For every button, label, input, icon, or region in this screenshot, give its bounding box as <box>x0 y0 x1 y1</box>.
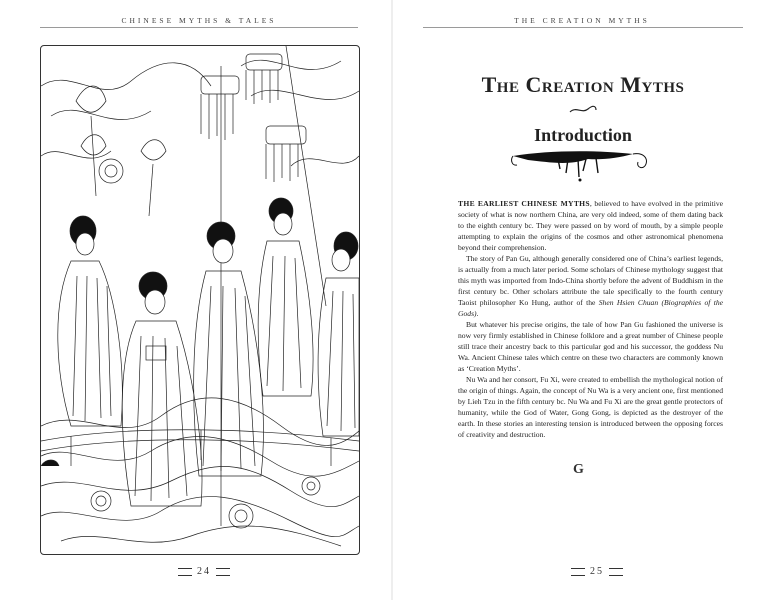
ink-brush-flourish <box>508 148 658 184</box>
folio-ornament-left <box>571 568 585 576</box>
bridge-railing <box>41 430 359 466</box>
cloud-swirls <box>41 60 359 546</box>
paragraph-4: Nu Wa and her consort, Fu Xi, were created to embellish the mythological notion of the origin of things. Again, the concept of Nu Wa is a very ancient one, first mentioned by Lieh Tzu in the fifth century bc. Nu Wa and Fu Xi are the great gentle protectors of humanity, while the God of Water, Gong Gong, is depicted as the destroyer of the earth. In these stories an interesting tension is introduced between the opposing forces of creativity and destruction. <box>458 375 723 439</box>
folio-number-right: 25 <box>590 566 604 577</box>
chapter-title: The Creation Myths <box>481 72 685 97</box>
left-page <box>0 0 391 600</box>
introduction-body <box>458 198 723 440</box>
paragraph-3: But whatever his precise origins, the tale of how Pan Gu fashioned the universe is now very firmly established in Chinese folklore and a great number of Chinese people still trace their ancestry back to this particular god and his successor, the goddess Nu Wa. Ancient Chinese tales which centre on these two characters are commonly known as ‘Creation Myths’. <box>458 320 723 373</box>
book-title-italic: Shen Hsien Chuan (Biographies of the Gods) <box>458 298 723 318</box>
folio-ornament-right <box>609 568 623 576</box>
folio-ornament-left <box>178 568 192 576</box>
paragraph-1-text: , believed to have evolved in the primitive society of what is now northern China, are very old indeed, some of them dating back to the eighth century bc. They were passed on by word of mouth, by a simple people attempting to explain the origins of the cosmos and other astronomical phenomena beyond their comprehension. <box>458 199 723 252</box>
right-page <box>393 0 784 600</box>
section-title: Introduction <box>534 125 632 145</box>
page-number-right <box>571 566 623 577</box>
header-rule-right <box>423 27 743 28</box>
page-number-left <box>178 566 230 577</box>
header-rule-left <box>40 27 358 28</box>
paragraph-2 <box>458 253 723 319</box>
lead-in-text: THE EARLIEST CHINESE MYTHS <box>458 199 590 208</box>
paragraph-2-text-a: The story of Pan Gu, although generally considered one of China’s earliest legends, is actually from a much later period. Some scholars of Chinese mythology suggest that this myth was imported from Indo-China shortly before the advent of Buddhism in the first century bc. Other scholars attribute the tale specifically to the fourth century Taoist philosopher Ko Hung, author of the <box>458 254 723 307</box>
end-of-section-mark: G <box>573 462 584 477</box>
lotus-flowers <box>76 86 166 216</box>
running-head-left: CHINESE MYTHS & TALES <box>121 16 277 25</box>
figures <box>58 198 359 506</box>
folio-ornament-right <box>216 568 230 576</box>
running-head-right: THE CREATION MYTHS <box>514 16 650 25</box>
paragraph-2-text-b: . <box>476 309 479 318</box>
line-art-illustration <box>40 45 360 555</box>
folio-number-left: 24 <box>197 566 211 577</box>
paragraph-1 <box>458 198 723 253</box>
swash-ornament <box>568 105 598 115</box>
